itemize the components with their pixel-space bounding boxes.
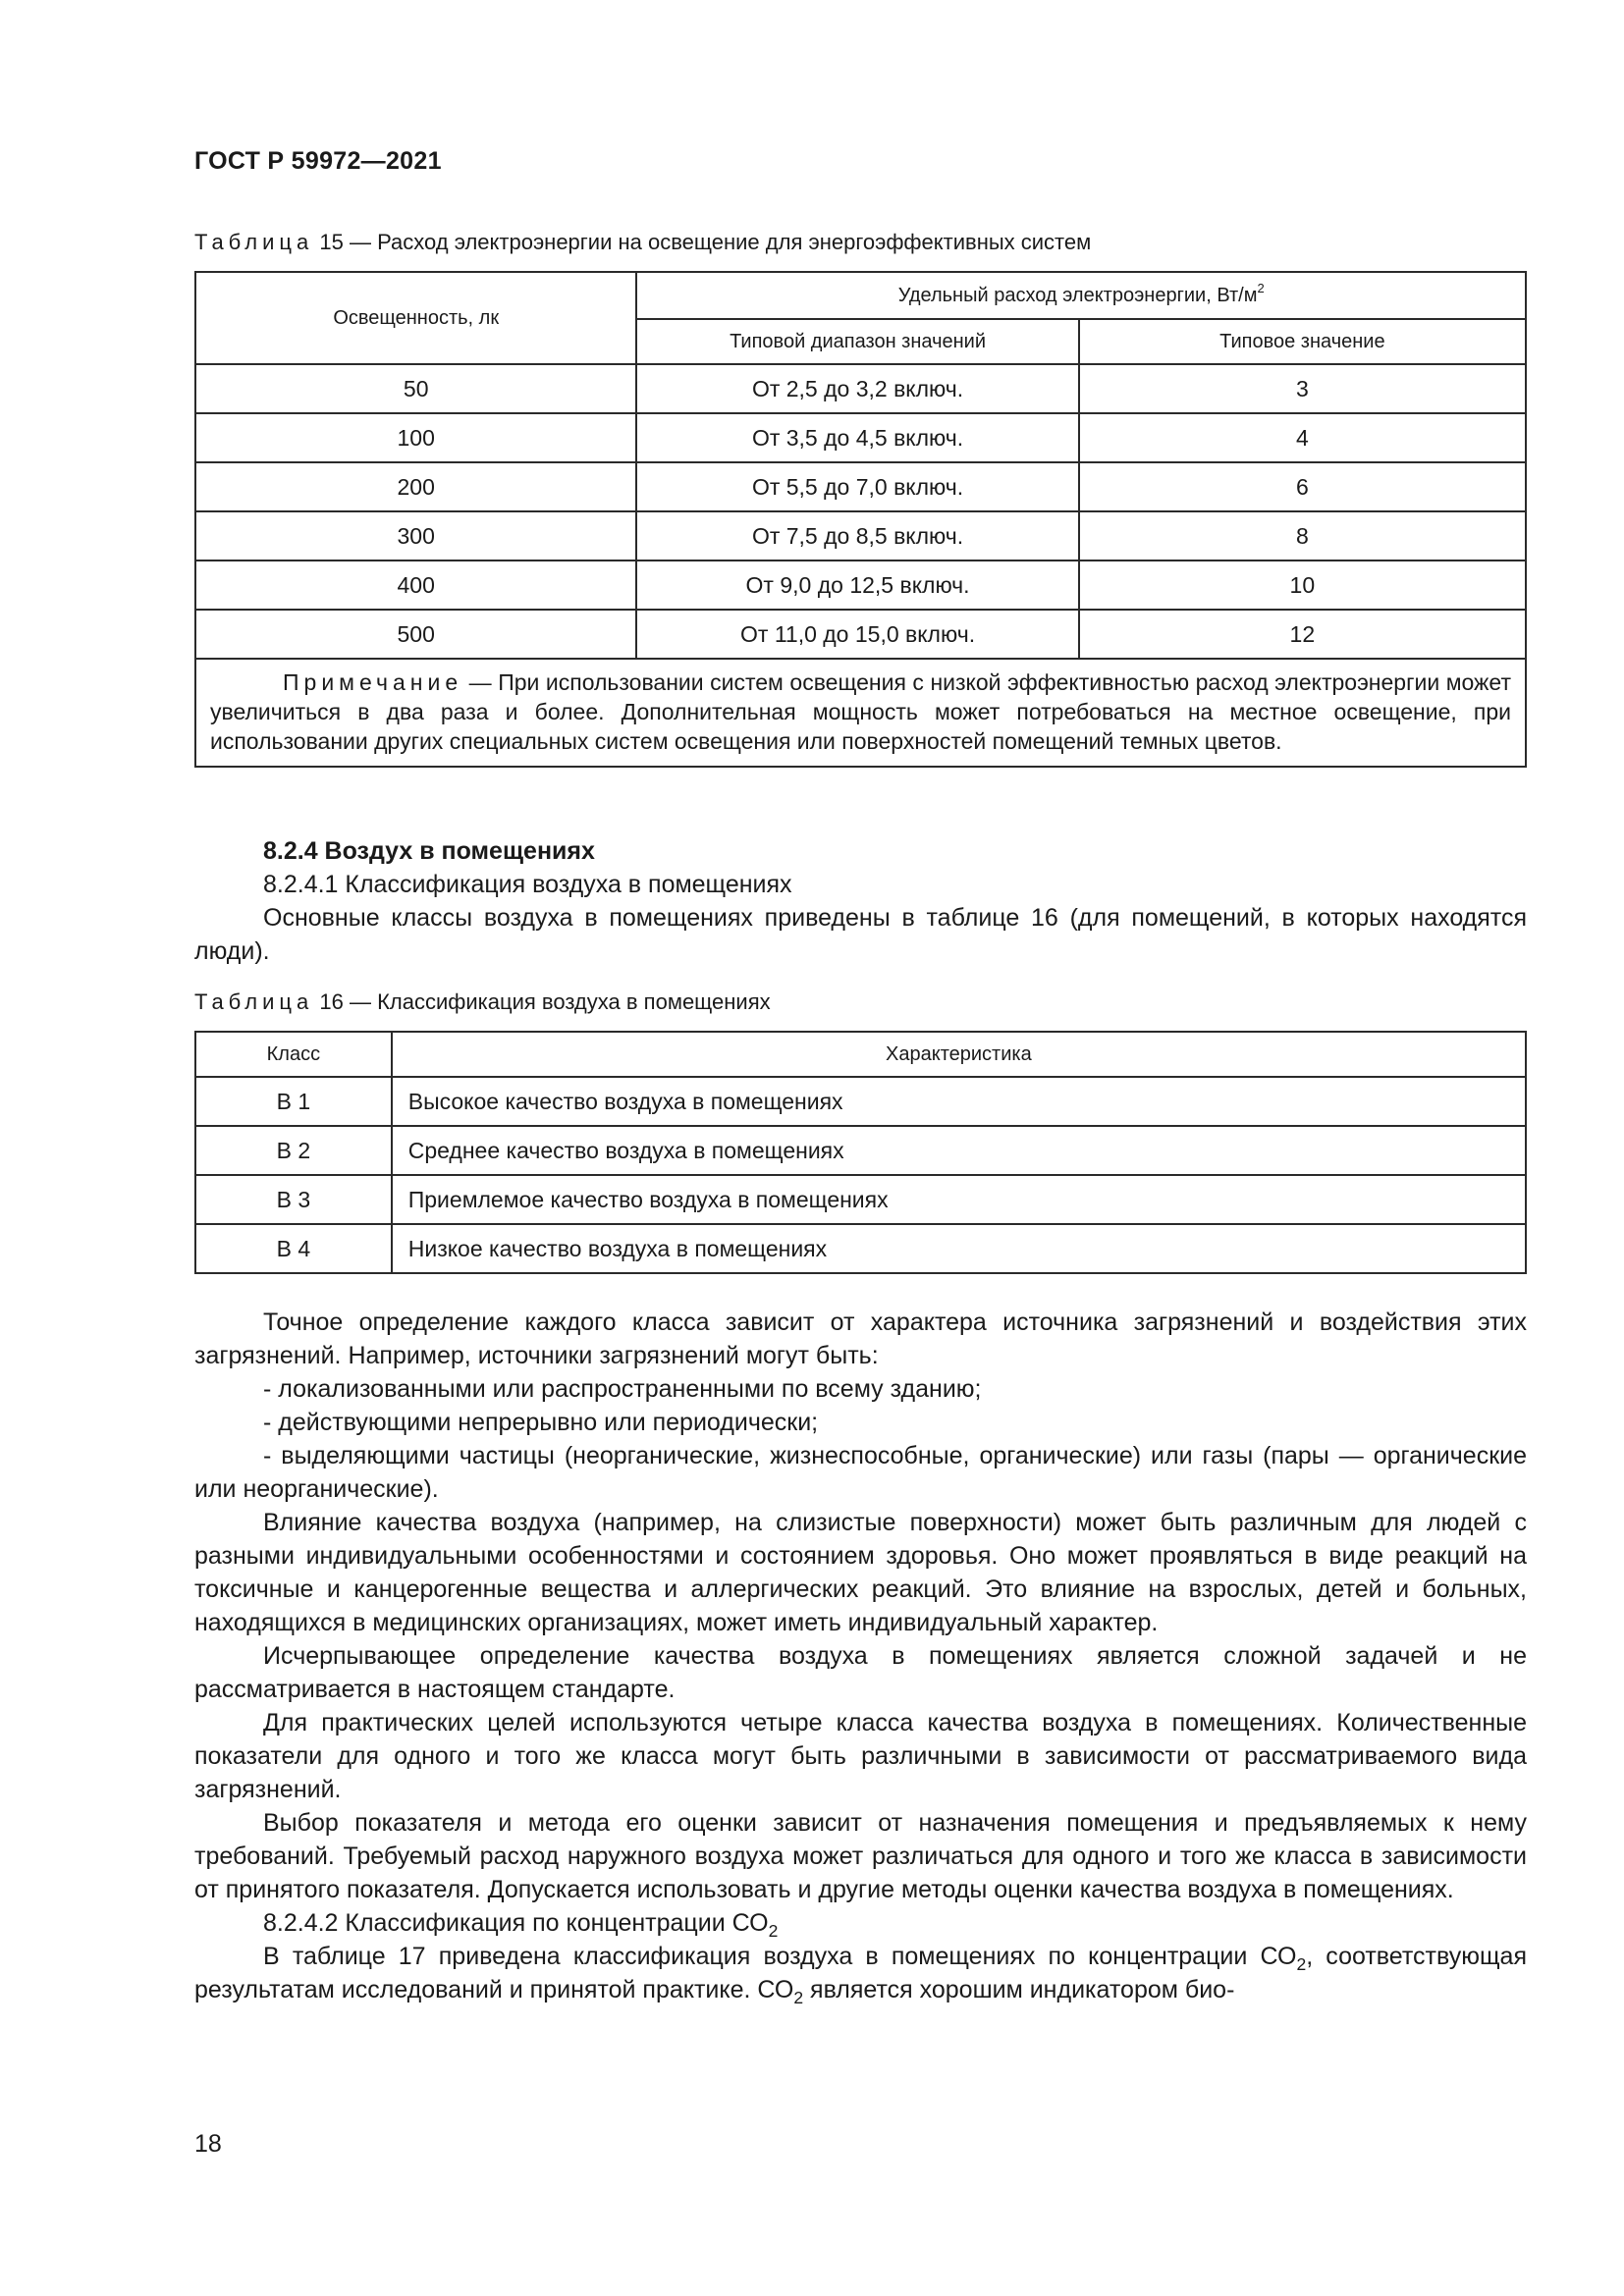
table16-cell-description: Низкое качество воздуха в помещениях xyxy=(392,1224,1526,1273)
table-row xyxy=(195,364,1526,413)
body-text xyxy=(194,1306,1527,2006)
table15-header-specific: Удельный расход электроэнергии, $Вт/м^2$ xyxy=(636,272,1526,319)
table15-note-text: — При использовании систем освещения с низкой эффективностью расход электроэнергии может увеличиться в два раза и более. Дополнительная мощность может потребоваться на местное освещение, при использовании других специальных систем освещения или поверхностей помещений темных цветов. xyxy=(210,669,1511,754)
table-row xyxy=(195,561,1526,610)
paragraph: Для практических целей используются четыре класса качества воздуха в помещениях. Количественные показатели для одного и того же класса могут быть различными в зависимости от рассматриваемого вида загрязнений. xyxy=(194,1709,1527,1803)
table16-cell-class: В 1 xyxy=(195,1077,392,1126)
table15-cell-lux: 300 xyxy=(195,511,636,561)
table16-cell-description: Среднее качество воздуха в помещениях xyxy=(392,1126,1526,1175)
table16-header-characteristic: Характеристика xyxy=(392,1032,1526,1077)
list-item: - действующими непрерывно или периодически; xyxy=(263,1409,819,1436)
list-item: - локализованными или распространенными по всему зданию; xyxy=(263,1375,982,1403)
table15-cell-lux: 500 xyxy=(195,610,636,659)
paragraph: В таблице 17 приведена классификация воздуха в помещениях по концентрации $СО_2$, соответствующая результатам исследований и принятой практике. $СО_2$ является хорошим индикатором био- xyxy=(194,1943,1527,2007)
table-row xyxy=(195,1175,1526,1224)
table15-cell-lux: 100 xyxy=(195,413,636,462)
table15-cell-range: От 2,5 до 3,2 включ. xyxy=(636,364,1078,413)
table15-cell-typical: 8 xyxy=(1079,511,1526,561)
table16-cell-class: В 3 xyxy=(195,1175,392,1224)
table-row xyxy=(195,462,1526,511)
table-row xyxy=(195,413,1526,462)
paragraph: Выбор показателя и метода его оценки зависит от назначения помещения и предъявляемых к нему требований. Требуемый расход наружного воздуха может различаться для одного и того же класса в зависимости от принятого показателя. Допускается использовать и другие методы оценки качества воздуха в помещениях. xyxy=(194,1809,1527,1903)
paragraph: Основные классы воздуха в помещениях приведены в таблице 16 (для помещений, в которых находятся люди). xyxy=(194,904,1527,965)
table15 xyxy=(194,271,1527,768)
table-row xyxy=(195,1224,1526,1273)
table15-cell-range: От 5,5 до 7,0 включ. xyxy=(636,462,1078,511)
table15-cell-typical: 3 xyxy=(1079,364,1526,413)
table16 xyxy=(194,1031,1527,1274)
subsection-title: 8.2.4.2 Классификация по концентрации $СО_2$ xyxy=(263,1909,779,1941)
table15-caption-text: 15 — Расход электроэнергии на освещение для энергоэффективных систем xyxy=(313,230,1092,254)
paragraph: Точное определение каждого класса зависит от характера источника загрязнений и воздействия этих загрязнений. Например, источники загрязнений могут быть: xyxy=(194,1308,1527,1369)
table15-header-illuminance: Освещенность, лк xyxy=(195,272,636,364)
table-row xyxy=(195,610,1526,659)
table15-cell-typical: 6 xyxy=(1079,462,1526,511)
table16-caption xyxy=(194,989,771,1015)
page-number: 18 xyxy=(194,2130,222,2158)
table15-cell-range: От 9,0 до 12,5 включ. xyxy=(636,561,1078,610)
table16-cell-class: В 4 xyxy=(195,1224,392,1273)
table-row xyxy=(195,511,1526,561)
table16-caption-word: Таблица xyxy=(194,989,314,1014)
table15-caption-word: Таблица xyxy=(194,230,314,254)
table-row xyxy=(195,1126,1526,1175)
subsection-title: 8.2.4.1 Классификация воздуха в помещениях xyxy=(263,871,792,898)
table15-cell-typical: 4 xyxy=(1079,413,1526,462)
table15-cell-lux: 400 xyxy=(195,561,636,610)
table15-header-typical: Типовое значение xyxy=(1079,319,1526,364)
table16-cell-description: Приемлемое качество воздуха в помещениях xyxy=(392,1175,1526,1224)
table15-caption xyxy=(194,230,1091,255)
section-intro xyxy=(194,834,1527,968)
table16-header-class: Класс xyxy=(195,1032,392,1077)
page-header: ГОСТ Р 59972—2021 xyxy=(194,147,442,175)
table15-note-label: Примечание xyxy=(283,669,463,695)
table16-caption-text: 16 — Классификация воздуха в помещениях xyxy=(313,989,771,1014)
table15-note xyxy=(195,659,1526,767)
table16-cell-description: Высокое качество воздуха в помещениях xyxy=(392,1077,1526,1126)
section-title: 8.2.4 Воздух в помещениях xyxy=(263,837,595,865)
table15-header-range: Типовой диапазон значений xyxy=(636,319,1078,364)
table-row xyxy=(195,1077,1526,1126)
table15-cell-lux: 50 xyxy=(195,364,636,413)
table15-cell-range: От 3,5 до 4,5 включ. xyxy=(636,413,1078,462)
table15-cell-lux: 200 xyxy=(195,462,636,511)
table16-cell-class: В 2 xyxy=(195,1126,392,1175)
table15-cell-range: От 11,0 до 15,0 включ. xyxy=(636,610,1078,659)
table15-cell-typical: 10 xyxy=(1079,561,1526,610)
list-item: - выделяющими частицы (неорганические, жизнеспособные, органические) или газы (пары — органические или неорганические). xyxy=(194,1442,1527,1503)
table15-cell-typical: 12 xyxy=(1079,610,1526,659)
paragraph: Исчерпывающее определение качества воздуха в помещениях является сложной задачей и не рассматривается в настоящем стандарте. xyxy=(194,1642,1527,1703)
paragraph: Влияние качества воздуха (например, на слизистые поверхности) может быть различным для людей с разными индивидуальными особенностями и состоянием здоровья. Оно может проявляться в виде реакций на токсичные и канцерогенные вещества и аллергических реакций. Это влияние на взрослых, детей и больных, находящихся в медицинских организациях, может иметь индивидуальный характер. xyxy=(194,1509,1527,1636)
table15-cell-range: От 7,5 до 8,5 включ. xyxy=(636,511,1078,561)
